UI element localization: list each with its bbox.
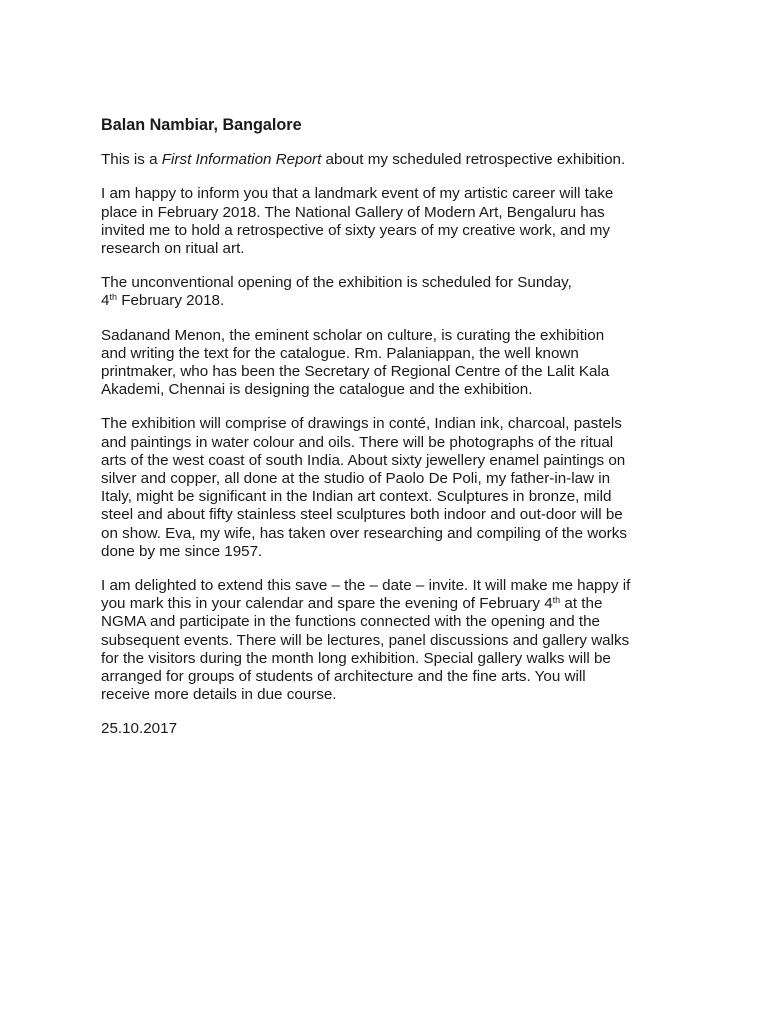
intro-italic-title: First Information Report [161,151,322,169]
paragraph-line: Akademi, Chennai is designing the catalogue and the exhibition. [101,381,533,399]
paragraph-line: receive more details in due course. [101,686,337,704]
paragraph-line: research on ritual art. [101,240,245,258]
paragraph-opening-date [101,274,731,310]
intro-text-after: about my scheduled retrospective exhibition. [321,151,626,169]
paragraph-line: and writing the text for the catalogue. Rm. Palaniappan, the well known [101,344,579,362]
intro-text-before: This is a [101,151,162,169]
paragraph-line: Sadanand Menon, the eminent scholar on culture, is curating the exhibition [101,326,605,344]
paragraph-line: done by me since 1957. [101,542,263,560]
paragraph-curators [101,327,731,400]
paragraph-line: silver and copper, all done at the studio of Paolo De Poli, my father-in-law in [101,470,611,488]
paragraph-line: and paintings in water colour and oils. There will be photographs of the ritual [101,433,614,451]
letter-page [101,116,731,755]
paragraph-line: printmaker, who has been the Secretary of Regional Centre of the Lalit Kala [101,363,610,381]
opening-day: 4 [101,292,110,310]
opening-month-year: February 2018. [116,292,225,310]
paragraph-line: I am delighted to extend this save – the – date – invite. It will make me happy if [101,577,631,595]
invite-text-after: at the [560,595,603,613]
letter-heading: Balan Nambiar, Bangalore [101,116,302,134]
paragraph-line: arranged for groups of students of architecture and the fine arts. You will [101,668,586,686]
ordinal-suffix: th [109,292,117,303]
paragraph-line: NGMA and participate in the functions connected with the opening and the [101,613,600,631]
paragraph-announcement [101,185,731,258]
letter-date: 25.10.2017 [101,720,178,738]
paragraph-line: arts of the west coast of south India. About sixty jewellery enamel paintings on [101,451,626,469]
paragraph-line: for the visitors during the month long exhibition. Special gallery walks will be [101,649,611,667]
paragraph-line: The unconventional opening of the exhibition is scheduled for Sunday, [101,274,572,292]
paragraph-line: subsequent events. There will be lectures, panel discussions and gallery walks [101,631,630,649]
intro-paragraph [101,151,731,169]
invite-text-before: you mark this in your calendar and spare the evening of February 4 [101,595,553,613]
paragraph-exhibition-contents [101,415,731,561]
paragraph-line: steel and about fifty stainless steel sculptures both indoor and out-door will be [101,506,623,524]
paragraph-line: I am happy to inform you that a landmark event of my artistic career will take [101,185,614,203]
paragraph-line: on show. Eva, my wife, has taken over researching and compiling of the works [101,524,627,542]
paragraph-line [101,595,731,613]
paragraph-line: place in February 2018. The National Gallery of Modern Art, Bengaluru has [101,203,605,221]
paragraph-line: Italy, might be significant in the Indian art context. Sculptures in bronze, mild [101,488,612,506]
paragraph-line [101,292,731,310]
paragraph-line: The exhibition will comprise of drawings in conté, Indian ink, charcoal, pastels [101,415,622,433]
paragraph-invitation [101,577,731,704]
ordinal-suffix: th [552,595,561,606]
paragraph-line: invited me to hold a retrospective of sixty years of my creative work, and my [101,221,610,239]
